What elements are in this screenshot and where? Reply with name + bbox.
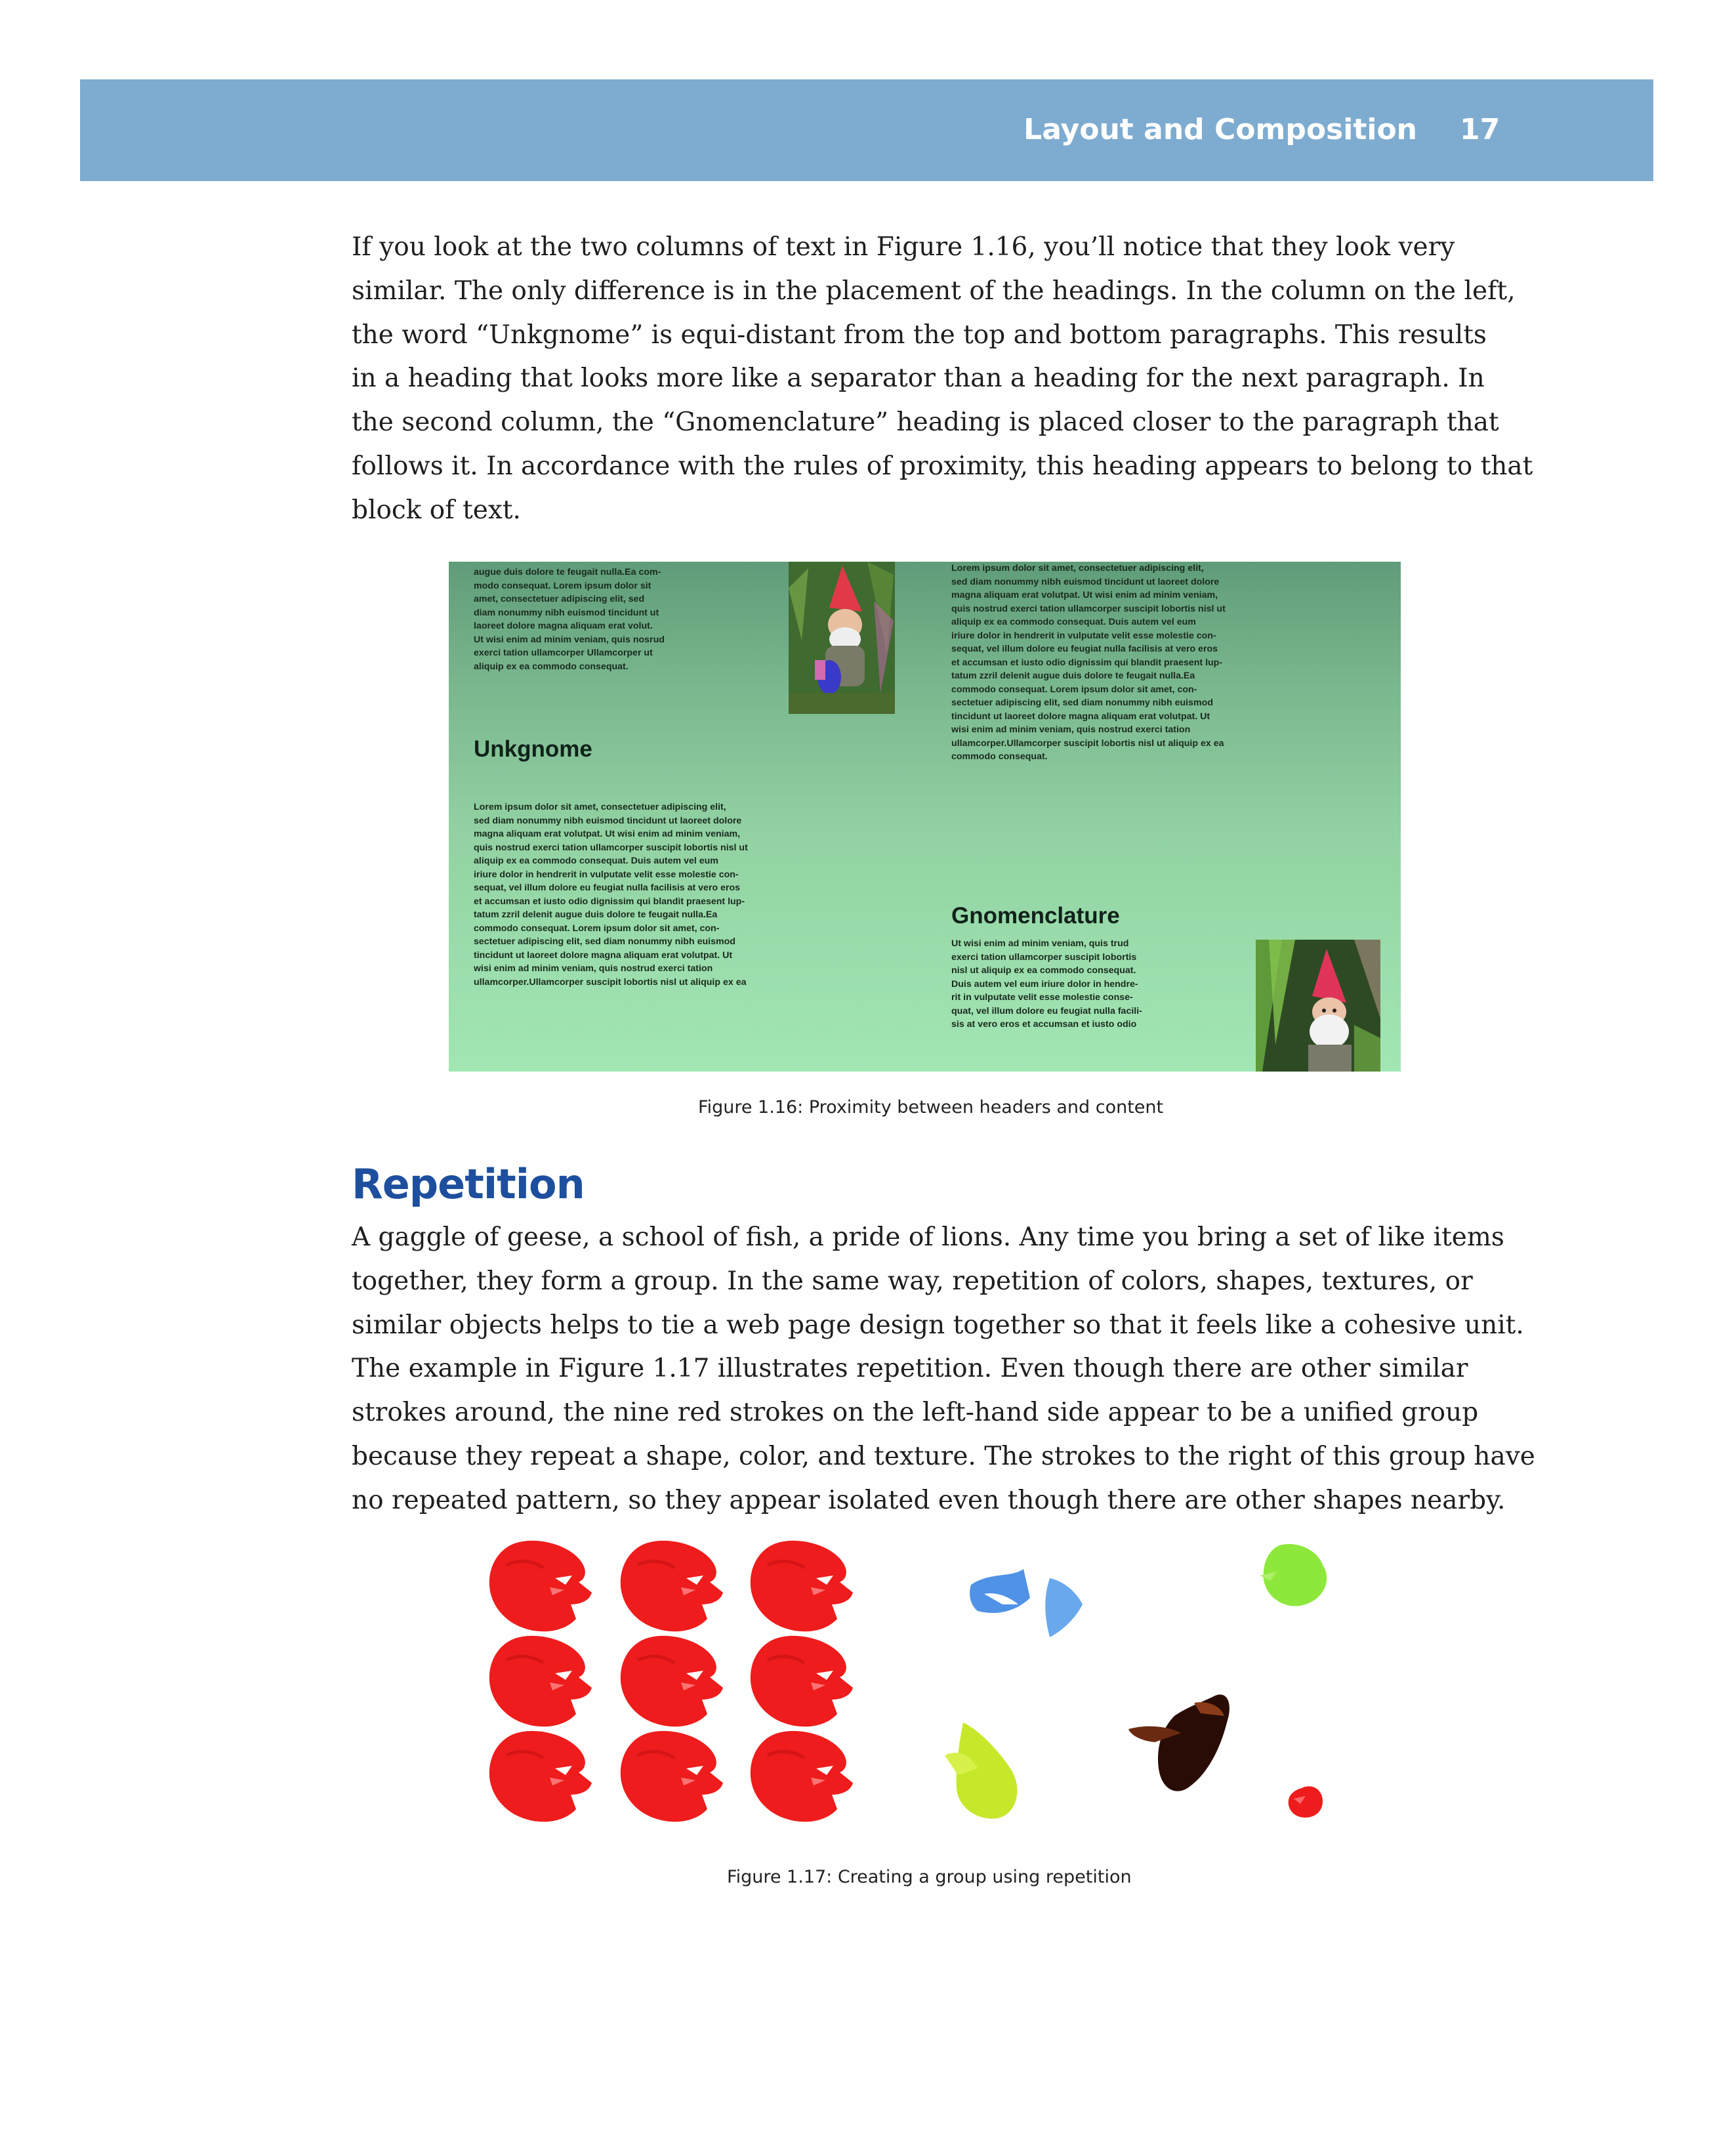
- red-stroke: [751, 1636, 853, 1726]
- text-line: quat, vel illum dolore eu feugiat nulla facili-: [951, 1005, 1142, 1016]
- text-line: exerci tation ullamcorper Ullamcorper ut: [474, 648, 653, 658]
- text-line: quis nostrud exerci tation ullamcorper suscipit lobortis nisl ut: [474, 842, 748, 853]
- paragraph-line: The example in Figure 1.17 illustrates repetition. Even though there are other similar: [352, 1354, 1468, 1384]
- text-line: et accumsan et iusto odio dignissim qui blandit praesent lup-: [951, 657, 1223, 668]
- text-line: Lorem ipsum dolor sit amet, consectetuer adipiscing elit,: [951, 563, 1204, 574]
- red-stroke-grid: [489, 1541, 853, 1822]
- paragraph-line: strokes around, the nine red strokes on the left-hand side appear to be a unified group: [352, 1398, 1479, 1428]
- red-stroke: [751, 1541, 853, 1631]
- text-line: laoreet dolore magna aliquam erat volut.: [474, 621, 653, 631]
- right-top-text-block: [951, 562, 1226, 764]
- red-stroke: [489, 1636, 592, 1726]
- paragraph-line: If you look at the two columns of text in Figure 1.16, you’ll notice that they look very: [352, 232, 1455, 262]
- text-line: tatum zzril delenit augue duis dolore te feugait nulla.Ea: [474, 909, 718, 920]
- text-line: sequat, vel illum dolore eu feugiat nulla facilisis at vero eros: [474, 883, 741, 893]
- text-line: quis nostrud exerci tation ullamcorper suscipit lobortis nisl ut: [951, 603, 1226, 614]
- text-line: amet, consectetuer adipiscing elit, sed: [474, 594, 645, 604]
- text-line: augue duis dolore te feugait nulla.Ea com-: [474, 567, 661, 577]
- paragraph-line: similar objects helps to tie a web page design together so that it feels like a cohesive unit.: [352, 1310, 1524, 1340]
- blue-stroke: [970, 1569, 1083, 1637]
- paragraph-line: together, they form a group. In the same way, repetition of colors, shapes, textures, or: [352, 1266, 1473, 1296]
- paragraph-line: no repeated pattern, so they appear isolated even though there are other shapes nearby.: [352, 1485, 1506, 1515]
- left-top-text-block: [474, 566, 665, 673]
- yellow-green-stroke: [945, 1723, 1017, 1819]
- text-line: aliquip ex ea commodo consequat. Duis autem vel eum: [474, 856, 718, 866]
- paragraph-line: because they repeat a shape, color, and texture. The strokes to the right of this group have: [352, 1441, 1535, 1471]
- text-line: diam nonummy nibh euismod tincidunt ut: [474, 607, 659, 618]
- left-bottom-text-block: [474, 801, 748, 989]
- text-line: Ut wisi enim ad minim veniam, quis nosrud: [474, 634, 665, 645]
- intro-paragraph: [352, 226, 1533, 533]
- text-line: sectetuer adipiscing elit, sed diam nonummy nibh euismod: [951, 698, 1213, 708]
- text-line: commodo consequat. Lorem ipsum dolor sit amet, con-: [951, 684, 1197, 695]
- text-line: iriure dolor in hendrerit in vulputate velit esse molestie con-: [474, 869, 739, 880]
- text-line: aliquip ex ea commodo consequat. Duis autem vel eum: [951, 617, 1196, 627]
- gnomenclature-heading: Gnomenclature: [951, 903, 1120, 929]
- text-line: sequat, vel illum dolore eu feugiat nulla facilisis at vero eros: [951, 644, 1218, 654]
- right-bottom-text-block: [951, 937, 1142, 1032]
- text-line: wisi enim ad minim veniam, quis nostrud exerci tation: [474, 963, 713, 974]
- repetition-paragraph: [352, 1216, 1535, 1523]
- paragraph-line: follows it. In accordance with the rules of proximity, this heading appears to belong to that: [352, 451, 1533, 481]
- unkgnome-heading: Unkgnome: [474, 736, 592, 762]
- text-line: magna aliquam erat volutpat. Ut wisi enim ad minim veniam,: [474, 829, 741, 839]
- text-line: sed diam nonummy nibh euismod tincidunt ut laoreet dolore: [951, 576, 1220, 587]
- text-line: Lorem ipsum dolor sit amet, consectetuer adipiscing elit,: [474, 802, 726, 812]
- gnome-photo-right: [1256, 940, 1380, 1072]
- text-line: tincidunt ut laoreet dolore magna aliquam erat volutpat. Ut: [474, 950, 733, 961]
- figure-1-17-caption: Figure 1.17: Creating a group using repetition: [727, 1867, 1132, 1887]
- text-line: commodo consequat. Lorem ipsum dolor sit amet, con-: [474, 923, 720, 934]
- small-red-stroke: [1289, 1786, 1323, 1818]
- red-stroke: [751, 1731, 853, 1822]
- text-line: magna aliquam erat volutpat. Ut wisi enim ad minim veniam,: [951, 590, 1218, 600]
- chapter-title: Layout and Composition: [1023, 113, 1417, 146]
- text-line: Duis autem vel eum iriure dolor in hendre-: [951, 978, 1138, 990]
- text-line: rit in vulputate velit esse molestie conse-: [951, 992, 1133, 1003]
- text-line: aliquip ex ea commodo consequat.: [474, 661, 629, 672]
- paragraph-line: in a heading that looks more like a separator than a heading for the next paragraph. In: [352, 364, 1485, 394]
- dark-brown-stroke: [1128, 1694, 1230, 1791]
- text-line: tincidunt ut laoreet dolore magna aliquam erat volutpat. Ut: [951, 711, 1210, 722]
- paragraph-line: A gaggle of geese, a school of fish, a pride of lions. Any time you bring a set of like items: [352, 1222, 1504, 1252]
- paragraph-line: the second column, the “Gnomenclature” heading is placed closer to the paragraph that: [352, 407, 1499, 438]
- text-line: nisl ut aliquip ex ea commodo consequat.: [951, 965, 1136, 976]
- paragraph-line: block of text.: [352, 495, 521, 525]
- paragraph-line: similar. The only difference is in the placement of the headings. In the column on the left,: [352, 276, 1516, 306]
- gnome-photo-left: [789, 562, 895, 714]
- repetition-heading: Repetition: [352, 1160, 585, 1208]
- figure-1-17: [472, 1539, 1391, 1854]
- figure-1-16-caption: Figure 1.16: Proximity between headers and content: [698, 1097, 1164, 1117]
- text-line: sis at vero eros et accumsan et iusto odio: [951, 1019, 1137, 1030]
- green-stroke: [1260, 1544, 1327, 1606]
- red-stroke: [621, 1541, 723, 1631]
- red-stroke: [489, 1541, 592, 1631]
- figure-1-16: [449, 562, 1401, 1072]
- text-line: wisi enim ad minim veniam, quis nostrud exerci tation: [951, 724, 1191, 735]
- text-line: ullamcorper.Ullamcorper suscipit lobortis nisl ut aliquip ex ea: [474, 976, 747, 988]
- page-number: 17: [1460, 113, 1500, 146]
- paragraph-line: the word “Unkgnome” is equi-distant from the top and bottom paragraphs. This results: [352, 320, 1487, 350]
- text-line: commodo consequat.: [951, 751, 1048, 762]
- text-line: et accumsan et iusto odio dignissim qui blandit praesent lup-: [474, 896, 745, 907]
- text-line: ullamcorper.Ullamcorper suscipit lobortis nisl ut aliquip ex ea: [951, 738, 1224, 749]
- running-header-bar: [80, 79, 1653, 181]
- text-line: tatum zzril delenit augue duis dolore te feugait nulla.Ea: [951, 671, 1195, 681]
- red-stroke: [489, 1731, 592, 1822]
- red-stroke: [621, 1636, 723, 1726]
- red-stroke: [621, 1731, 723, 1822]
- text-line: exerci tation ullamcorper suscipit lobortis: [951, 951, 1137, 963]
- text-line: modo consequat. Lorem ipsum dolor sit: [474, 580, 651, 591]
- text-line: sed diam nonummy nibh euismod tincidunt ut laoreet dolore: [474, 815, 742, 826]
- text-line: Ut wisi enim ad minim veniam, quis trud: [951, 938, 1129, 949]
- text-line: sectetuer adipiscing elit, sed diam nonummy nibh euismod: [474, 936, 735, 947]
- text-line: iriure dolor in hendrerit in vulputate velit esse molestie con-: [951, 630, 1216, 641]
